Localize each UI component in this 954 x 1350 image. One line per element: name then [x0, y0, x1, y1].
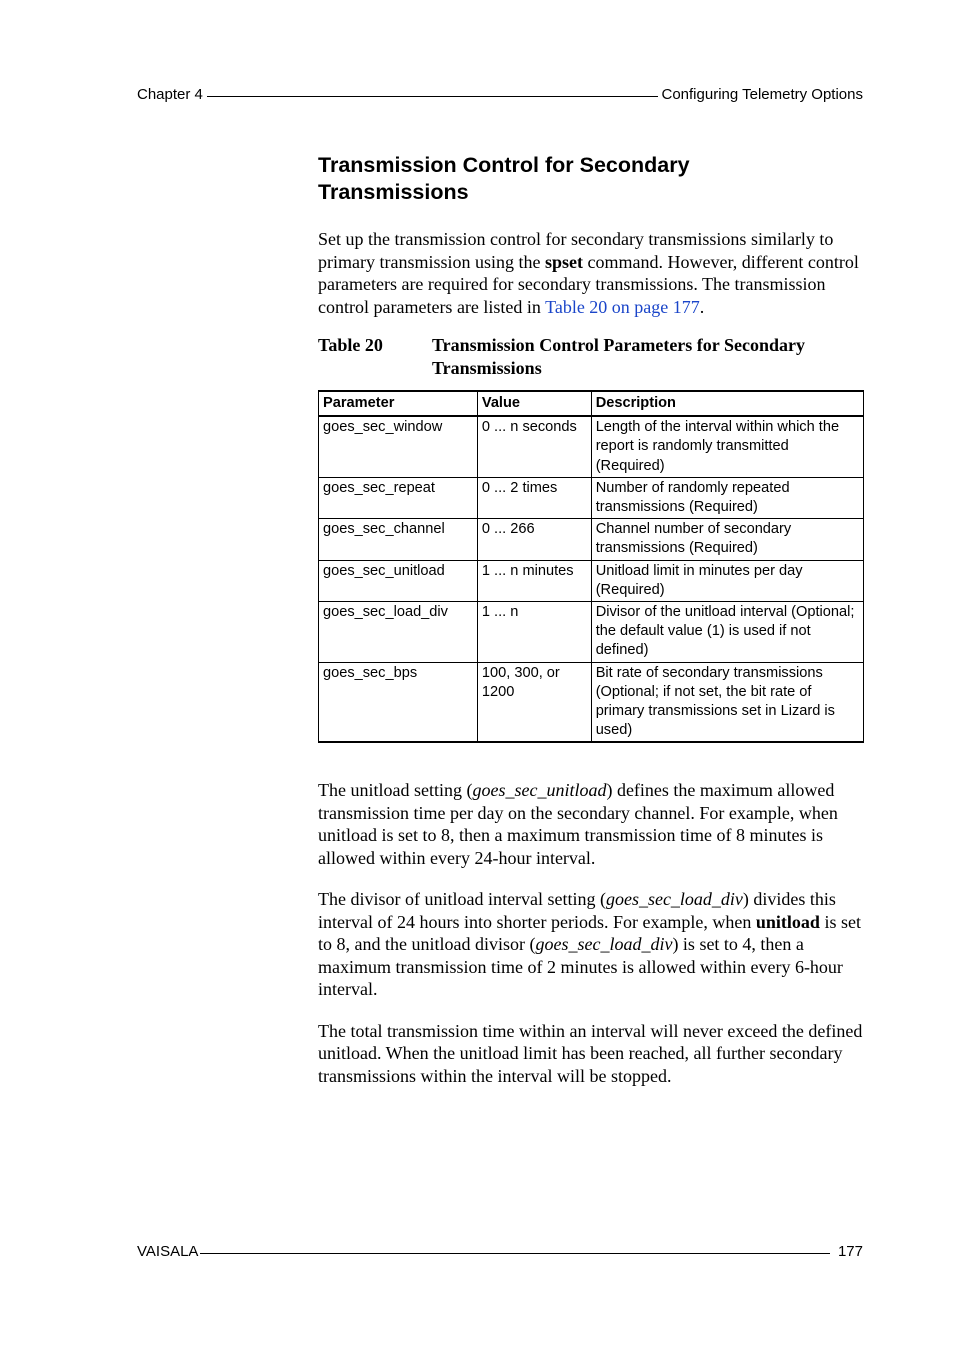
value-cell: 1 ... n minutes: [477, 560, 591, 601]
value-cell: 100, 300, or 1200: [477, 662, 591, 742]
table-header-row: [319, 391, 864, 416]
text: ) divides this interval of 24 hours into shorter periods. For example, when: [318, 889, 836, 932]
table-reference-link[interactable]: Table 20 on page 177: [545, 296, 700, 317]
text: Set up the transmission control for secondary transmissions similarly to primary transmission using the: [318, 229, 834, 272]
text: The unitload setting (: [318, 780, 473, 801]
text: command. However, different control parameters are required for secondary transmissions. The transmission control parameters are listed in: [318, 251, 859, 317]
parameters-table: [318, 390, 864, 743]
unitload-paragraph: [318, 779, 863, 869]
keyword: unitload: [755, 911, 820, 932]
parameter-cell: goes_sec_unitload: [319, 560, 478, 601]
parameter-name: goes_sec_load_div: [535, 934, 673, 955]
value-cell: 1 ... n: [477, 602, 591, 663]
page-content: [318, 152, 863, 1087]
total-time-paragraph: The total transmission time within an interval will never exceed the defined unitload. When the unitload limit has been reached, all further secondary transmissions within the interval will be stopped.: [318, 1020, 863, 1086]
description-cell: Bit rate of secondary transmissions (Optional; if not set, the bit rate of primary transmissions set in Lizard is used): [591, 662, 863, 742]
text: ) is set to 4, then a maximum transmission time of 2 minutes is allowed within every 6-hour interval.: [318, 934, 843, 1000]
value-cell: 0 ... n seconds: [477, 416, 591, 477]
value-cell: 0 ... 2 times: [477, 477, 591, 518]
page-footer: [137, 1243, 863, 1260]
table-row: [319, 519, 864, 560]
footer-rule: [200, 1253, 830, 1254]
table-title: Transmission Control Parameters for Secondary Transmissions: [432, 335, 805, 378]
parameter-cell: goes_sec_window: [319, 416, 478, 477]
text: ) defines the maximum allowed transmission time per day on the secondary channel. For example, when unitload is set to 8, then a maximum transmission time of 8 minutes is allowed within every 24-hour interval.: [318, 780, 838, 868]
description-cell: Length of the interval within which the report is randomly transmitted (Required): [591, 416, 863, 477]
page-number: 177: [837, 1243, 863, 1260]
parameter-name: goes_sec_load_div: [605, 889, 743, 910]
text: is set to 8, and the unitload divisor (: [318, 911, 861, 955]
parameter-cell: goes_sec_bps: [319, 662, 478, 742]
header-section: Configuring Telemetry Options: [661, 86, 863, 103]
description-cell: Number of randomly repeated transmissions (Required): [591, 477, 863, 518]
parameter-name: goes_sec_unitload: [472, 780, 607, 801]
table-caption: [318, 334, 863, 379]
table-row: [319, 416, 864, 477]
table-row: [319, 602, 864, 663]
parameter-cell: goes_sec_channel: [319, 519, 478, 560]
section-title: Transmission Control for Secondary Transmissions: [318, 153, 690, 204]
text: .: [699, 296, 705, 317]
header-chapter: Chapter 4: [137, 86, 203, 103]
parameter-cell: goes_sec_repeat: [319, 477, 478, 518]
column-header: Description: [591, 391, 863, 416]
value-cell: 0 ... 266: [477, 519, 591, 560]
column-header: Value: [477, 391, 591, 416]
column-header: Parameter: [319, 391, 478, 416]
description-cell: Unitload limit in minutes per day (Required): [591, 560, 863, 601]
table-number: Table 20: [318, 335, 383, 355]
description-cell: Channel number of secondary transmissions (Required): [591, 519, 863, 560]
table-row: [319, 560, 864, 601]
command-name: spset: [544, 251, 583, 272]
description-cell: Divisor of the unitload interval (Optional; the default value (1) is used if not defined): [591, 602, 863, 663]
footer-company: VAISALA: [137, 1243, 199, 1260]
table-row: [319, 477, 864, 518]
text: The divisor of unitload interval setting (: [318, 889, 606, 910]
page-header: [137, 86, 863, 103]
divisor-paragraph: [318, 888, 863, 1001]
intro-paragraph: [318, 228, 863, 318]
parameter-cell: goes_sec_load_div: [319, 602, 478, 663]
table-row: [319, 662, 864, 742]
header-rule: [207, 96, 658, 97]
